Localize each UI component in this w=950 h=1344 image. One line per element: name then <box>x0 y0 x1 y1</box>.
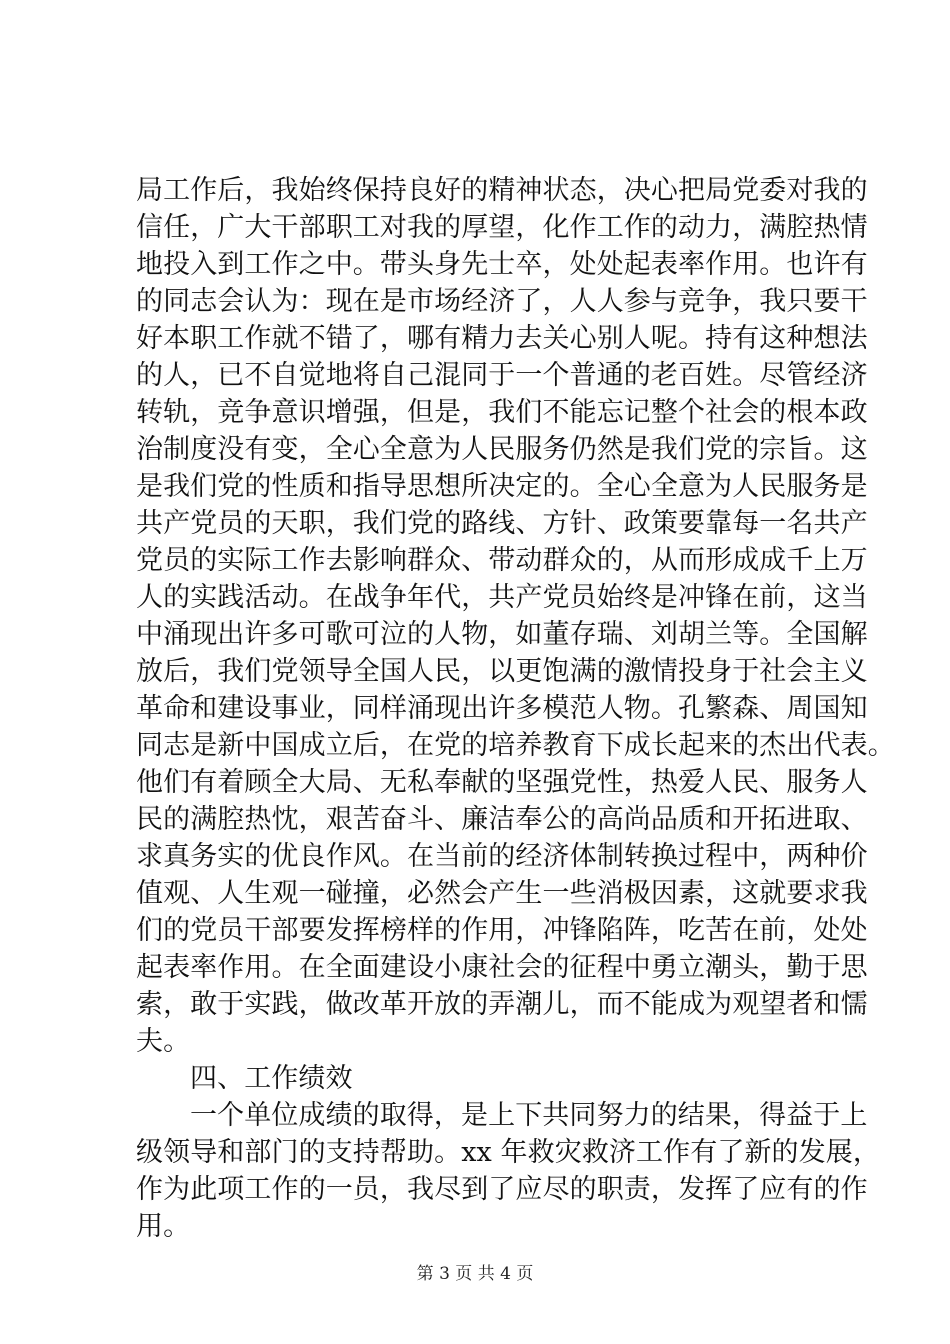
text-line: 作为此项工作的一员，我尽到了应尽的职责，发挥了应有的作 <box>136 1174 868 1205</box>
text-line: 党员的实际工作去影响群众、带动群众的，从而形成成千上万 <box>136 545 868 576</box>
text-line: 放后，我们党领导全国人民，以更饱满的激情投身于社会主义 <box>136 656 868 687</box>
text-line: 地投入到工作之中。带头身先士卒，处处起表率作用。也许有 <box>136 249 868 280</box>
text-line: 共产党员的天职，我们党的路线、方针、政策要靠每一名共产 <box>136 508 868 539</box>
text-line: 求真务实的优良作风。在当前的经济体制转换过程中，两种价 <box>136 841 868 872</box>
page-footer: 第 3 页 共 4 页 <box>416 1264 534 1284</box>
text-line: 用。 <box>136 1211 191 1242</box>
text-line: 夫。 <box>136 1026 191 1057</box>
text-line: 起表率作用。在全面建设小康社会的征程中勇立潮头，勤于思 <box>136 952 868 983</box>
text-line: 的同志会认为：现在是市场经济了，人人参与竞争，我只要干 <box>136 286 868 317</box>
text-line: 们的党员干部要发挥榜样的作用，冲锋陷阵，吃苦在前，处处 <box>136 915 868 946</box>
text-line: 一个单位成绩的取得，是上下共同努力的结果，得益于上 <box>190 1100 868 1131</box>
text-line: 好本职工作就不错了，哪有精力去关心别人呢。持有这种想法 <box>136 323 868 354</box>
text-line: 的人，已不自觉地将自己混同于一个普通的老百姓。尽管经济 <box>136 360 868 391</box>
text-line: 同志是新中国成立后，在党的培养教育下成长起来的杰出代表。 <box>136 730 895 761</box>
text-line: 中涌现出许多可歌可泣的人物，如董存瑞、刘胡兰等。全国解 <box>136 619 868 650</box>
text-line: 信任，广大干部职工对我的厚望，化作工作的动力，满腔热情 <box>136 212 868 243</box>
text-line: 他们有着顾全大局、无私奉献的坚强党性，热爱人民、服务人 <box>136 767 868 798</box>
section-heading: 四、工作绩效 <box>190 1063 353 1094</box>
text-line: 局工作后，我始终保持良好的精神状态，决心把局党委对我的 <box>136 175 868 206</box>
text-line: 值观、人生观一碰撞，必然会产生一些消极因素，这就要求我 <box>136 878 868 909</box>
text-line: 转轨，竞争意识增强，但是，我们不能忘记整个社会的根本政 <box>136 397 868 428</box>
text-line: 治制度没有变，全心全意为人民服务仍然是我们党的宗旨。这 <box>136 434 868 465</box>
text-line: 索，敢于实践，做改革开放的弄潮儿，而不能成为观望者和懦 <box>136 989 868 1020</box>
text-line: 革命和建设事业，同样涌现出许多模范人物。孔繁森、周国知 <box>136 693 868 724</box>
text-line: 级领导和部门的支持帮助。xx 年救灾救济工作有了新的发展， <box>136 1137 880 1168</box>
text-line: 是我们党的性质和指导思想所决定的。全心全意为人民服务是 <box>136 471 868 502</box>
text-line: 民的满腔热忱，艰苦奋斗、廉洁奉公的高尚品质和开拓进取、 <box>136 804 868 835</box>
text-line: 人的实践活动。在战争年代，共产党员始终是冲锋在前，这当 <box>136 582 868 613</box>
